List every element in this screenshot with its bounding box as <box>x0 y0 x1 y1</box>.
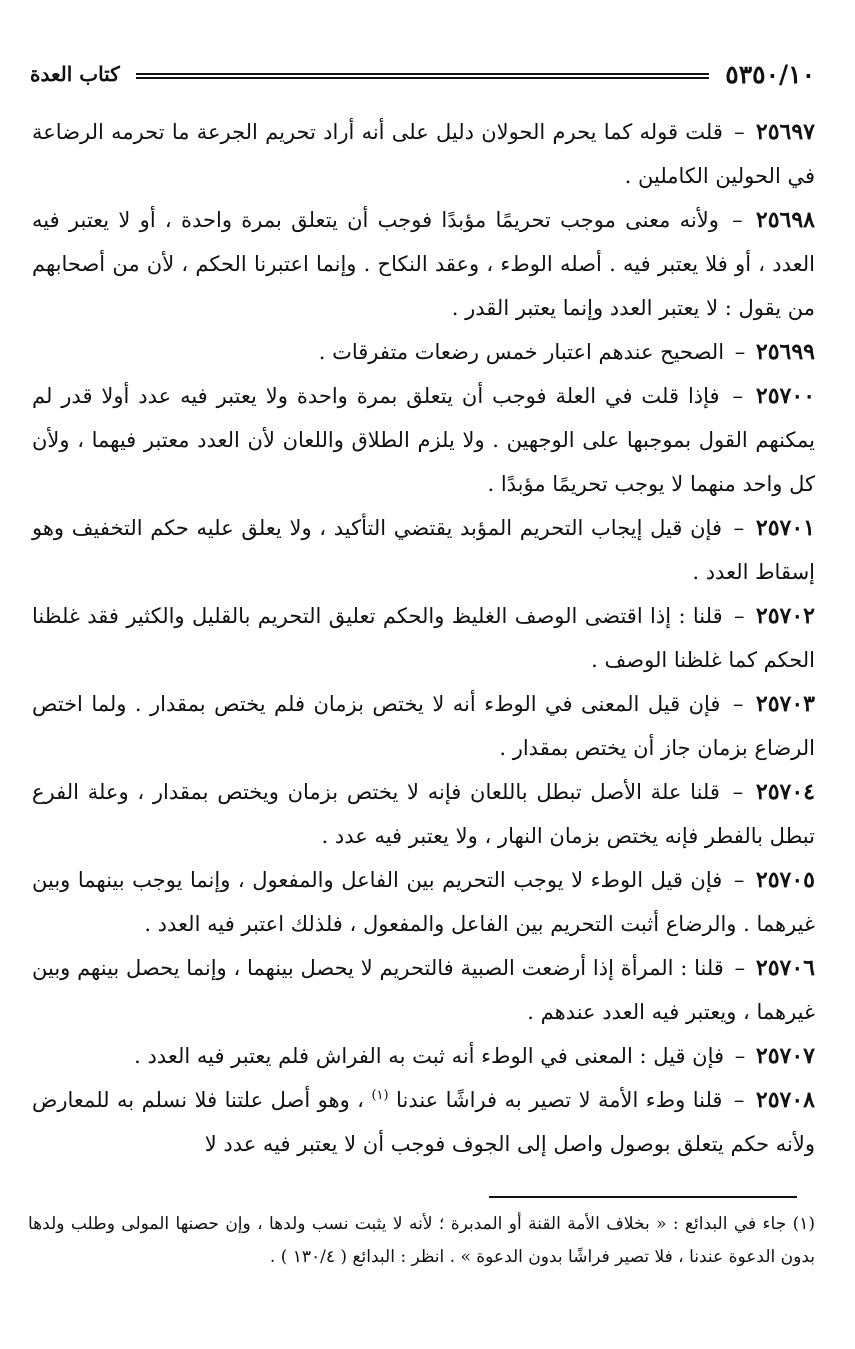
paragraph-text: الصحيح عندهم اعتبار خمس رضعات متفرقات . <box>318 340 725 364</box>
paragraph-text: قلنا : إذا اقتضى الوصف الغليظ والحكم تعليق التحريم بالقليل والكثير فقد غلظنا الحكم كما غلظنا الوصف . <box>32 604 815 672</box>
footnote: (١) جاء في البدائع : « بخلاف الأمة القنة أو المدبرة ؛ لأنه لا يثبت نسب ولدها ، وإن حصنها المولى وطلب ولدها بدون الدعوة عندنا ، فلا تصير فراشًا بدون الدعوة » . انظر : البدائع ( ١٣٠/٤ ) . <box>28 1214 815 1267</box>
paragraph-25699: ٢٥٦٩٩ – الصحيح عندهم اعتبار خمس رضعات متفرقات . <box>318 339 815 365</box>
paragraph-number: ٢٥٧٠٨ <box>755 1087 815 1113</box>
paragraph-number: ٢٥٧٠٣ <box>755 691 815 717</box>
paragraph-text: فإن قيل إيجاب التحريم المؤبد يقتضي التأكيد ، ولا يعلق عليه حكم التخفيف وهو إسقاط العدد . <box>32 516 815 584</box>
paragraph-25703: ٢٥٧٠٣ – فإن قيل المعنى في الوطء أنه لا يختص بزمان فلم يختص بمقدار . ولما اختص الرضاع بزمان جاز أن يختص بمقدار . <box>32 691 815 760</box>
paragraph-number: ٢٥٧٠٢ <box>755 603 815 629</box>
book-chapter-title: كتاب العدة <box>30 62 120 86</box>
paragraph-text: قلت قوله كما يحرم الحولان دليل على أنه أراد تحريم الجرعة ما تحرمه الرضاعة في الحولين الكاملين . <box>32 120 815 188</box>
paragraph-25701: ٢٥٧٠١ – فإن قيل إيجاب التحريم المؤبد يقتضي التأكيد ، ولا يعلق عليه حكم التخفيف وهو إسقاط العدد . <box>32 515 815 584</box>
main-text-body <box>32 110 815 1166</box>
paragraph-number: ٢٥٧٠٠ <box>755 383 816 409</box>
paragraph-text: قلنا علة الأصل تبطل باللعان فإنه لا يختص بزمان ويختص بمقدار ، وعلة الفرع تبطل بالفطر فإنه يختص بزمان النهار ، ولا يعتبر فيه عدد . <box>32 780 815 848</box>
paragraph-number: ٢٥٧٠٧ <box>755 1043 815 1069</box>
paragraph-25704: ٢٥٧٠٤ – قلنا علة الأصل تبطل باللعان فإنه لا يختص بزمان ويختص بمقدار ، وعلة الفرع تبطل بالفطر فإنه يختص بزمان النهار ، ولا يعتبر فيه عدد . <box>32 779 815 848</box>
paragraph-25708: ٢٥٧٠٨ – قلنا وطء الأمة لا تصير به فراشًا عندنا $^{(١)}$ ، وهو أصل علتنا فلا نسلم به للمعارض ولأنه حكم يتعلق بوصول واصل إلى الجوف فوجب أن لا يعتبر فيه عدد لا <box>32 1087 815 1156</box>
paragraph-number: ٢٥٧٠١ <box>755 515 815 541</box>
footnote-separator <box>489 1196 797 1198</box>
paragraph-number: ٢٥٧٠٦ <box>755 955 815 981</box>
paragraph-text: فإن قيل : المعنى في الوطء أنه ثبت به الفراش فلم يعتبر فيه العدد . <box>134 1044 725 1068</box>
paragraph-25702: ٢٥٧٠٢ – قلنا : إذا اقتضى الوصف الغليظ والحكم تعليق التحريم بالقليل والكثير فقد غلظنا الحكم كما غلظنا الوصف . <box>32 603 815 672</box>
paragraph-number: ٢٥٦٩٧ <box>755 119 815 145</box>
paragraph-text: قلنا : المرأة إذا أرضعت الصبية فالتحريم لا يحصل بينهما ، وإنما يحصل بينهم وبين غيرهما ، ويعتبر فيه العدد عندهم . <box>32 956 815 1024</box>
paragraph-25697: ٢٥٦٩٧ – قلت قوله كما يحرم الحولان دليل على أنه أراد تحريم الجرعة ما تحرمه الرضاعة في الحولين الكاملين . <box>32 119 815 188</box>
paragraph-text: ولأنه معنى موجب تحريمًا مؤبدًا فوجب أن يتعلق بمرة واحدة ، أو لا يعتبر فيه العدد ، أو فلا يعتبر فيه . أصله الوطء ، وعقد النكاح . وإنما اعتبرنا الحكم ، لأن من أصحابهم من يقول : لا يعتبر العدد وإنما يعتبر القدر . <box>32 208 815 320</box>
paragraph-number: ٢٥٧٠٥ <box>755 867 815 893</box>
paragraph-25705: ٢٥٧٠٥ – فإن قيل الوطء لا يوجب التحريم بين الفاعل والمفعول ، وإنما يوجب بينهما وبين غيرهما . والرضاع أثبت التحريم بين الفاعل والمفعول ، فلذلك اعتبر فيه العدد . <box>32 867 815 936</box>
paragraph-text: قلنا وطء الأمة لا تصير به فراشًا عندنا <box>396 1088 723 1112</box>
paragraph-text: فإن قيل المعنى في الوطء أنه لا يختص بزمان فلم يختص بمقدار . ولما اختص الرضاع بزمان جاز أن يختص بمقدار . <box>32 692 815 760</box>
header-double-rule <box>136 73 710 79</box>
paragraph-25700: ٢٥٧٠٠ – فإذا قلت في العلة فوجب أن يتعلق بمرة واحدة ولا يعتبر فيه عدد أولا قدر لم يمكنهم القول بموجبها على الوجهين . ولا يلزم الطلاق واللعان لأن العدد معتبر فيهما ، ولأن كل واحد منهما لا يوجب تحريمًا مؤبدًا . <box>32 383 816 496</box>
paragraph-25707: ٢٥٧٠٧ – فإن قيل : المعنى في الوطء أنه ثبت به الفراش فلم يعتبر فيه العدد . <box>134 1043 815 1069</box>
paragraph-text: فإن قيل الوطء لا يوجب التحريم بين الفاعل والمفعول ، وإنما يوجب بينهما وبين غيرهما . والرضاع أثبت التحريم بين الفاعل والمفعول ، فلذلك اعتبر فيه العدد . <box>32 868 815 936</box>
paragraph-25698: ٢٥٦٩٨ – ولأنه معنى موجب تحريمًا مؤبدًا فوجب أن يتعلق بمرة واحدة ، أو لا يعتبر فيه العدد ، أو فلا يعتبر فيه . أصله الوطء ، وعقد النكاح . وإنما اعتبرنا الحكم ، لأن من أصحابهم من يقول : لا يعتبر العدد وإنما يعتبر القدر . <box>32 207 815 320</box>
page-reference-number: ٥٣٥٠/١٠ <box>725 59 815 89</box>
page-header <box>30 54 815 94</box>
paragraph-25706: ٢٥٧٠٦ – قلنا : المرأة إذا أرضعت الصبية فالتحريم لا يحصل بينهما ، وإنما يحصل بينهم وبين غيرهما ، ويعتبر فيه العدد عندهم . <box>32 955 815 1024</box>
paragraph-text: فإذا قلت في العلة فوجب أن يتعلق بمرة واحدة ولا يعتبر فيه عدد أولا قدر لم يمكنهم القول بموجبها على الوجهين . ولا يلزم الطلاق واللعان لأن العدد معتبر فيهما ، ولأن كل واحد منهما لا يوجب تحريمًا مؤبدًا . <box>32 384 815 496</box>
paragraph-number: ٢٥٦٩٨ <box>755 207 815 233</box>
paragraph-text-continued: ، وهو أصل علتنا فلا نسلم به للمعارض ولأنه حكم يتعلق بوصول واصل إلى الجوف فوجب أن لا يعتبر فيه عدد لا <box>32 1088 815 1156</box>
paragraph-number: ٢٥٧٠٤ <box>755 779 815 805</box>
footnote-marker: (١) <box>371 1088 389 1103</box>
paragraph-number: ٢٥٦٩٩ <box>755 339 815 365</box>
